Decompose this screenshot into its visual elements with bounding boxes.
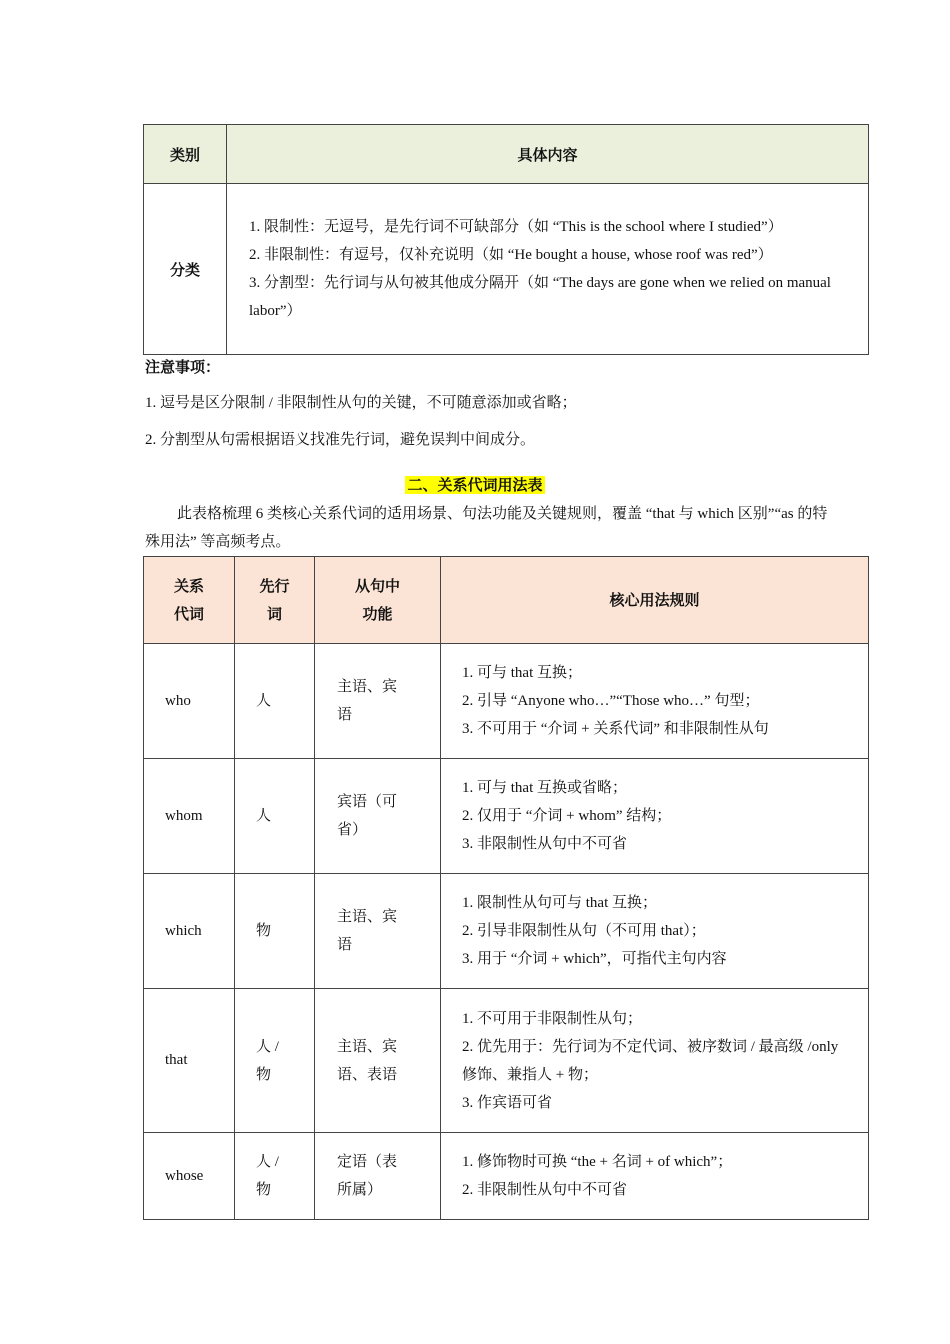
table-row [144,759,869,874]
content-cell [227,184,869,355]
pronoun-cell: who [144,644,235,759]
rules-cell [441,874,869,989]
notes-title: 注意事项： [145,358,221,376]
header-function: 从句中功能 [315,557,441,644]
rule-item: 1. 不可用于非限制性从句； [462,1010,643,1027]
table-row [144,184,869,355]
table-header-row [144,125,869,184]
antecedent-cell: 人 / 物 [235,1133,315,1220]
rules-cell [441,989,869,1133]
pronoun-cell: whom [144,759,235,874]
pronoun-cell: whose [144,1133,235,1220]
rule-item: 1. 限制性从句可与 that 互换； [462,895,657,911]
section-title-text: 二、关系代词用法表 [407,476,543,494]
rules-cell [441,759,869,874]
rule-item: 1. 可与 that 互换； [462,665,582,681]
function-cell: 主语、宾语 [315,644,441,759]
rule-item: 3. 用于 “介词 + which”，可指代主句内容 [462,951,727,967]
rule-item: 1. 修饰物时可换 “the + 名词 + of which”； [462,1154,733,1170]
rule-item: 2. 优先用于：先行词为不定代词、被序数词 / 最高级 /only 修饰、兼指人 + 物； [462,1038,839,1083]
header-rules: 核心用法规则 [441,557,869,644]
header-antecedent: 先行词 [235,557,315,644]
rule-item: 2. 引导 “Anyone who…”“Those who…” 句型； [462,693,760,709]
antecedent-cell: 人 [235,644,315,759]
rules-cell [441,644,869,759]
note-item: 2. 分割型从句需根据语义找准先行词，避免误判中间成分。 [145,432,536,448]
header-pronoun: 关系代词 [144,557,235,644]
antecedent-cell: 人 / 物 [235,989,315,1133]
table-row [144,1133,869,1220]
pronoun-cell: that [144,989,235,1133]
table-row [144,989,869,1133]
relative-pronoun-table [143,556,869,1220]
rules-cell [441,1133,869,1220]
antecedent-cell: 物 [235,874,315,989]
note-item: 1. 逗号是区分限制 / 非限制性从句的关键，不可随意添加或省略； [145,395,577,411]
classification-item: 2. 非限制性：有逗号，仅补充说明（如 “He bought a house, whose roof was red”） [249,247,773,263]
header-category: 类别 [144,125,227,184]
intro-paragraph: 此表格梳理 6 类核心关系代词的适用场景、句法功能及关键规则，覆盖 “that 与 which 区别”“as 的特殊用法” 等高频考点。 [145,506,828,550]
section-title [0,474,950,495]
function-cell: 定语（表所属） [315,1133,441,1220]
rule-item: 3. 非限制性从句中不可省 [462,836,628,852]
rule-item: 3. 不可用于 “介词 + 关系代词” 和非限制性从句 [462,721,769,737]
rule-item: 3. 作宾语可省 [462,1094,553,1111]
pronoun-cell: which [144,874,235,989]
rule-item: 2. 非限制性从句中不可省 [462,1182,628,1198]
table-header-row [144,557,869,644]
classification-item: 3. 分割型：先行词与从句被其他成分隔开（如 “The days are gone when we relied on manual labor”） [249,275,831,319]
function-cell: 主语、宾语 [315,874,441,989]
function-cell: 宾语（可省） [315,759,441,874]
classification-table [143,124,869,355]
rule-item: 1. 可与 that 互换或省略； [462,780,627,796]
rule-item: 2. 仅用于 “介词 + whom” 结构； [462,808,672,824]
header-content: 具体内容 [227,125,869,184]
table-row [144,644,869,759]
antecedent-cell: 人 [235,759,315,874]
rule-item: 2. 引导非限制性从句（不可用 that）； [462,923,706,939]
function-cell: 主语、宾语、表语 [315,989,441,1133]
classification-item: 1. 限制性：无逗号，是先行词不可缺部分（如 “This is the school where I studied”） [249,219,783,235]
category-cell: 分类 [144,184,227,355]
table-row [144,874,869,989]
